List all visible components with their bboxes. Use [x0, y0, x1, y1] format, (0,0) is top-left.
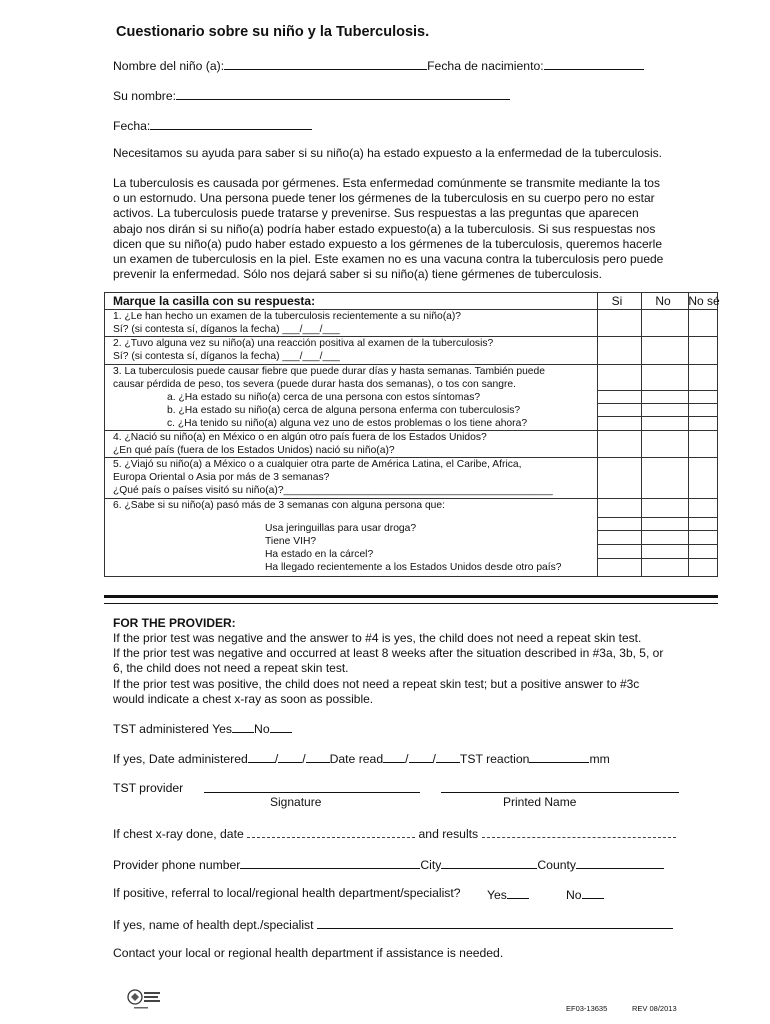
contact-note: Contact your local or regional health department if assistance is needed.: [113, 946, 504, 960]
your-name-field[interactable]: [176, 87, 510, 100]
instruction-line: 6, the child does not need a repeat skin test.: [113, 661, 349, 676]
phone-label: Provider phone number: [113, 858, 241, 872]
provider-heading: FOR THE PROVIDER:: [113, 616, 236, 630]
xray-date-field[interactable]: [247, 825, 415, 838]
health-dept-row: [113, 916, 673, 932]
chest-xray-row: [113, 825, 676, 841]
question-3-cont: causar pérdida de peso, tos severa (puede durar hasta dos semanas), o tos con sangre.: [113, 379, 516, 390]
row-divider: [597, 544, 717, 545]
row-divider: [597, 390, 717, 391]
tst-no-field[interactable]: [270, 720, 292, 733]
col-header-no: No: [655, 294, 671, 308]
date-field[interactable]: [150, 117, 312, 130]
child-name-field[interactable]: [224, 57, 427, 70]
tst-provider-label: TST provider: [113, 781, 184, 795]
question-3b: b. ¿Ha estado su niño(a) cerca de alguna persona enferma con tuberculosis?: [167, 405, 521, 416]
paragraph-line: dicen que su niño(a) pudo haber estado expuesto a los gérmenes de la tuberculosis, queremos hacerle: [113, 236, 663, 251]
row-divider: [597, 403, 717, 404]
referral-yes: [487, 886, 529, 902]
referral-label: If positive, referral to local/regional health department/specialist?: [113, 886, 461, 900]
date-administered-label: If yes, Date administered: [113, 752, 248, 766]
referral-row: [113, 886, 461, 900]
explanation-paragraph: [113, 176, 693, 282]
chest-xray-label: If chest x-ray done, date: [113, 827, 244, 841]
phone-field[interactable]: [240, 856, 420, 869]
form-title: Cuestionario sobre su niño y la Tuberculosis.: [116, 24, 430, 40]
referral-no-label: No: [566, 888, 582, 902]
tst-administered-label: TST administered Yes: [113, 722, 233, 736]
dob-label: Fecha de nacimiento:: [427, 59, 544, 73]
admin-month-field[interactable]: [248, 750, 275, 763]
referral-yes-field[interactable]: [507, 886, 529, 899]
question-1-date: Sí? (si contesta sí, díganos la fecha) ___/___/___: [113, 324, 340, 335]
phone-row: [113, 856, 664, 872]
tst-no-label: No: [254, 722, 270, 736]
form-number: EF03-13635: [566, 1004, 608, 1013]
city-field[interactable]: [441, 856, 537, 869]
agency-logo: [126, 987, 166, 1013]
question-2-date: Sí? (si contesta sí, díganos la fecha) ___/___/___: [113, 351, 340, 362]
signature-line[interactable]: [204, 792, 420, 793]
question-6b: Tiene VIH?: [265, 536, 317, 547]
child-info-row: [113, 57, 644, 73]
date-read-label: Date read: [329, 752, 384, 766]
your-name-label: Su nombre:: [113, 89, 177, 103]
tst-administered-row: [113, 720, 292, 736]
date-row: [113, 117, 312, 133]
health-dept-field[interactable]: [317, 916, 673, 929]
admin-day-field[interactable]: [278, 750, 302, 763]
question-1: 1. ¿Le han hecho un examen de la tuberculosis recientemente a su niño(a)?: [113, 311, 462, 322]
question-6: 6. ¿Sabe si su niño(a) pasó más de 3 semanas con alguna persona que:: [113, 500, 445, 511]
your-name-row: [113, 87, 510, 103]
tst-reaction-label: TST reaction: [459, 752, 530, 766]
col-header-si: Si: [611, 294, 623, 308]
printed-name-line[interactable]: [441, 792, 679, 793]
paragraph-line: abajo nos dirán si su niño(a) podría haber estado expuesto(a) a la tuberculosis. Si sus respuestas nos: [113, 221, 656, 236]
health-dept-label: If yes, name of health dept./specialist: [113, 918, 314, 932]
questionnaire-table: [104, 292, 718, 577]
question-3: 3. La tuberculosis puede causar fiebre que puede durar días y hasta semanas. También puede: [113, 366, 545, 377]
child-name-label: Nombre del niño (a):: [113, 59, 225, 73]
read-year-field[interactable]: [436, 750, 460, 763]
question-3c: c. ¿Ha tenido su niño(a) alguna vez uno de estos problemas o los tiene ahora?: [167, 418, 528, 429]
instruction-line: If the prior test was negative and occurred at least 8 weeks after the situation described in #3a, 3b, 5, or: [113, 646, 664, 661]
date-label: Fecha:: [113, 119, 151, 133]
admin-year-field[interactable]: [306, 750, 330, 763]
paragraph-line: un examen de tuberculosis en la piel. Este examen no es una vacuna contra la tuberculosis pero puede: [113, 252, 664, 267]
dob-field[interactable]: [544, 57, 644, 70]
read-day-field[interactable]: [409, 750, 433, 763]
table-header: Marque la casilla con su respuesta:: [113, 294, 316, 308]
question-2: 2. ¿Tuvo alguna vez su niño(a) una reacción positiva al examen de la tuberculosis?: [113, 338, 494, 349]
city-label: City: [420, 858, 442, 872]
question-6a: Usa jeringuillas para usar droga?: [265, 523, 417, 534]
referral-yes-label: Yes: [487, 888, 507, 902]
instruction-line: If the prior test was negative and the answer to #4 is yes, the child does not need a repeat skin test.: [113, 631, 642, 645]
row-divider: [597, 530, 717, 531]
tst-yes-field[interactable]: [232, 720, 254, 733]
intro-text: Necesitamos su ayuda para saber si su niño(a) ha estado expuesto a la enfermedad de la tuberculosis.: [113, 146, 662, 160]
instruction-line: would indicate a chest x-ray as soon as possible.: [113, 691, 374, 706]
signature-caption: Signature: [270, 795, 322, 809]
section-divider: [104, 595, 718, 604]
question-3a: a. ¿Ha estado su niño(a) cerca de una persona con estos síntomas?: [167, 392, 481, 403]
county-field[interactable]: [576, 856, 664, 869]
paragraph-line: o un estornudo. Una persona puede tener los gérmenes de la tuberculosis en su cuerpo pero no estar: [113, 191, 655, 206]
revision-date: REV 08/2013: [632, 1004, 677, 1013]
county-label: County: [537, 858, 576, 872]
paragraph-line: prevenir la enfermedad. Sólo nos dejará saber si su niño(a) tiene gérmenes de tuberculosis.: [113, 267, 602, 282]
instruction-line: If the prior test was positive, the child does not need a repeat skin test; but a positive answer to #3c: [113, 676, 640, 691]
tst-reaction-field[interactable]: [529, 750, 589, 763]
question-4-country: ¿En qué país (fuera de los Estados Unidos) nació su niño(a)?: [113, 445, 395, 456]
question-5: 5. ¿Viajó su niño(a) a México o a cualquier otra parte de América Latina, el Caribe, Africa,: [113, 459, 522, 470]
referral-no-field[interactable]: [582, 886, 604, 899]
question-6d: Ha llegado recientemente a los Estados Unidos desde otro país?: [265, 562, 562, 573]
question-4: 4. ¿Nació su niño(a) en México o en algún otro país fuera de los Estados Unidos?: [113, 432, 487, 443]
provider-instructions: [113, 631, 713, 707]
xray-results-field[interactable]: [482, 825, 676, 838]
results-label: and results: [418, 827, 479, 841]
dates-row: If yes, Date administered / / Date read / / TST reaction mm: [113, 752, 610, 766]
row-divider: [597, 416, 717, 417]
read-month-field[interactable]: [383, 750, 405, 763]
row-divider: [597, 517, 717, 518]
referral-no: [566, 886, 604, 902]
paragraph-line: La tuberculosis es causada por gérmenes. Esta enfermedad comúnmente se transmite mediante la tos: [113, 176, 660, 190]
row-divider: [597, 558, 717, 559]
col-header-no-se: No sé: [688, 294, 720, 308]
printed-name-caption: Printed Name: [503, 795, 577, 809]
question-5-countries: ¿Qué país o países visitó su niño(a)?_______________________________________________: [113, 485, 553, 496]
question-5-cont: Europa Oriental o Asia por más de 3 semanas?: [113, 472, 330, 483]
paragraph-line: activos. La tuberculosis puede tratarse y prevenirse. Sus respuestas a las preguntas que aparecen: [113, 206, 639, 221]
question-6c: Ha estado en la cárcel?: [265, 549, 374, 560]
mm-label: mm: [589, 752, 610, 766]
